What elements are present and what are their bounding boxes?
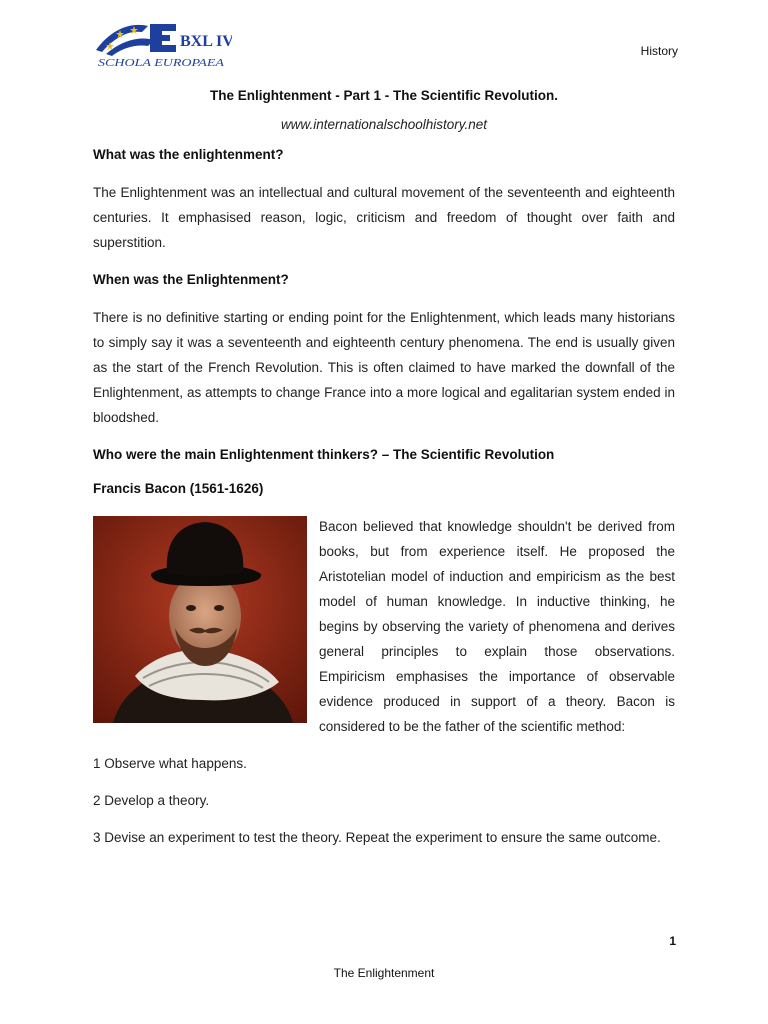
school-logo	[92, 16, 232, 70]
heading-francis-bacon: Francis Bacon (1561-1626)	[93, 481, 264, 496]
school-logo-graphic	[92, 16, 232, 70]
paragraph-when-was: There is no definitive starting or ending point for the Enlightenment, which leads many historians to simply say it was a seventeenth and eighteenth century phenomena. The end is usually given as the start of the French Revolution. This is often claimed to have marked the downfall of the Enlightenment, as attempts to change France into a more logical and egalitarian system ended in bloodshed.	[93, 310, 675, 425]
paragraph-francis-bacon: Bacon believed that knowledge shouldn't be derived from books, but from experience itself. He proposed the Aristotelian model of induction and empiricism as the best model of human knowledge. In inductive thinking, he begins by observing the variety of phenomena and derives general principles to explain those observations. Empiricism emphasises the importance of observable evidence produced in support of a theory. Bacon is considered to be the father of the scientific method:	[319, 519, 675, 734]
francis-bacon-portrait	[93, 516, 307, 723]
paragraph-what-was: The Enlightenment was an intellectual and cultural movement of the seventeenth and eighteenth centuries. It emphasised reason, logic, criticism and freedom of thought over faith and superstition.	[93, 185, 675, 250]
page-number: 1	[669, 934, 676, 948]
header-section-label: History	[640, 44, 678, 58]
document-url: www.internationalschoolhistory.net	[280, 117, 488, 132]
heading-when-was: When was the Enlightenment?	[93, 272, 289, 287]
heading-main-thinkers: Who were the main Enlightenment thinkers? – The Scientific Revolution	[93, 447, 555, 462]
logo-text-bottom: SCHOLA EUROPAEA	[98, 57, 225, 69]
document-body	[93, 146, 675, 850]
step-develop-theory: 2 Develop a theory.	[93, 793, 210, 808]
footer-running-title: The Enlightenment	[333, 966, 435, 980]
step-observe: 1 Observe what happens.	[93, 756, 247, 771]
step-devise-experiment: 3 Devise an experiment to test the theory. Repeat the experiment to ensure the same outcome.	[93, 830, 661, 845]
document-title: The Enlightenment - Part 1 - The Scientific Revolution.	[209, 88, 559, 103]
portrait-image	[93, 516, 307, 723]
heading-what-was: What was the enlightenment?	[93, 147, 284, 162]
logo-text-top: BXL IV	[180, 33, 232, 50]
bacon-section	[93, 514, 675, 739]
